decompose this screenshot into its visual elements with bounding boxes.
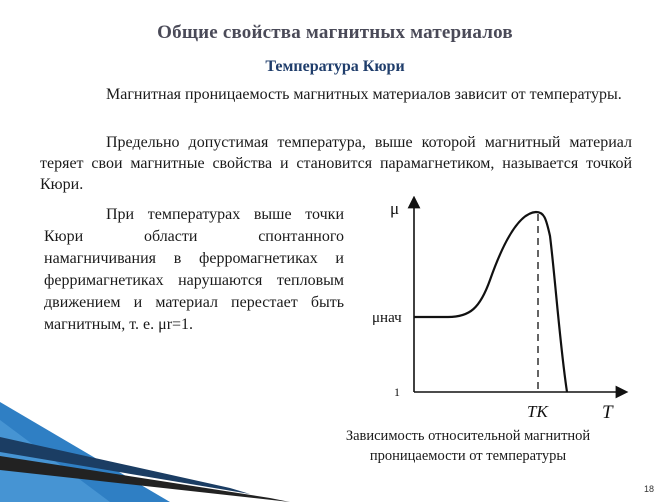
- curie-chart: [360, 196, 630, 426]
- y-tick-label-mu-initial: μнач: [372, 310, 402, 326]
- permeability-curve: [414, 212, 567, 392]
- paragraph-permeability: Магнитная проницаемость магнитных материалов зависит от температуры.: [106, 86, 622, 103]
- slide-subtitle: Температура Кюри: [265, 58, 405, 75]
- x-axis-label: T: [602, 402, 613, 423]
- chart-caption-line1: Зависимость относительной магнитной: [345, 428, 591, 444]
- page-number: 18: [643, 484, 654, 494]
- x-tick-label-curie: TK: [527, 402, 548, 421]
- paragraph-curie-definition: Предельно допустимая температура, выше которой магнитный материал теряет свои магнитные свойства и становится парамагнетиком, называется точкой Кюри.: [40, 134, 632, 193]
- chart-caption-line2: проницаемости от температуры: [369, 448, 567, 464]
- y-tick-label-one: 1: [394, 385, 400, 399]
- y-axis-label: μ: [390, 199, 400, 218]
- slide-title: Общие свойства магнитных материалов: [157, 22, 513, 43]
- chart-caption: [318, 426, 618, 466]
- paragraph-above-curie: При температурах выше точки Кюри области спонтанного намагничивания в ферромагнетиках и ферримагнетиках нарушаются тепловым движением и материал перестает быть магнитным, т. е. μr=1.: [44, 206, 344, 333]
